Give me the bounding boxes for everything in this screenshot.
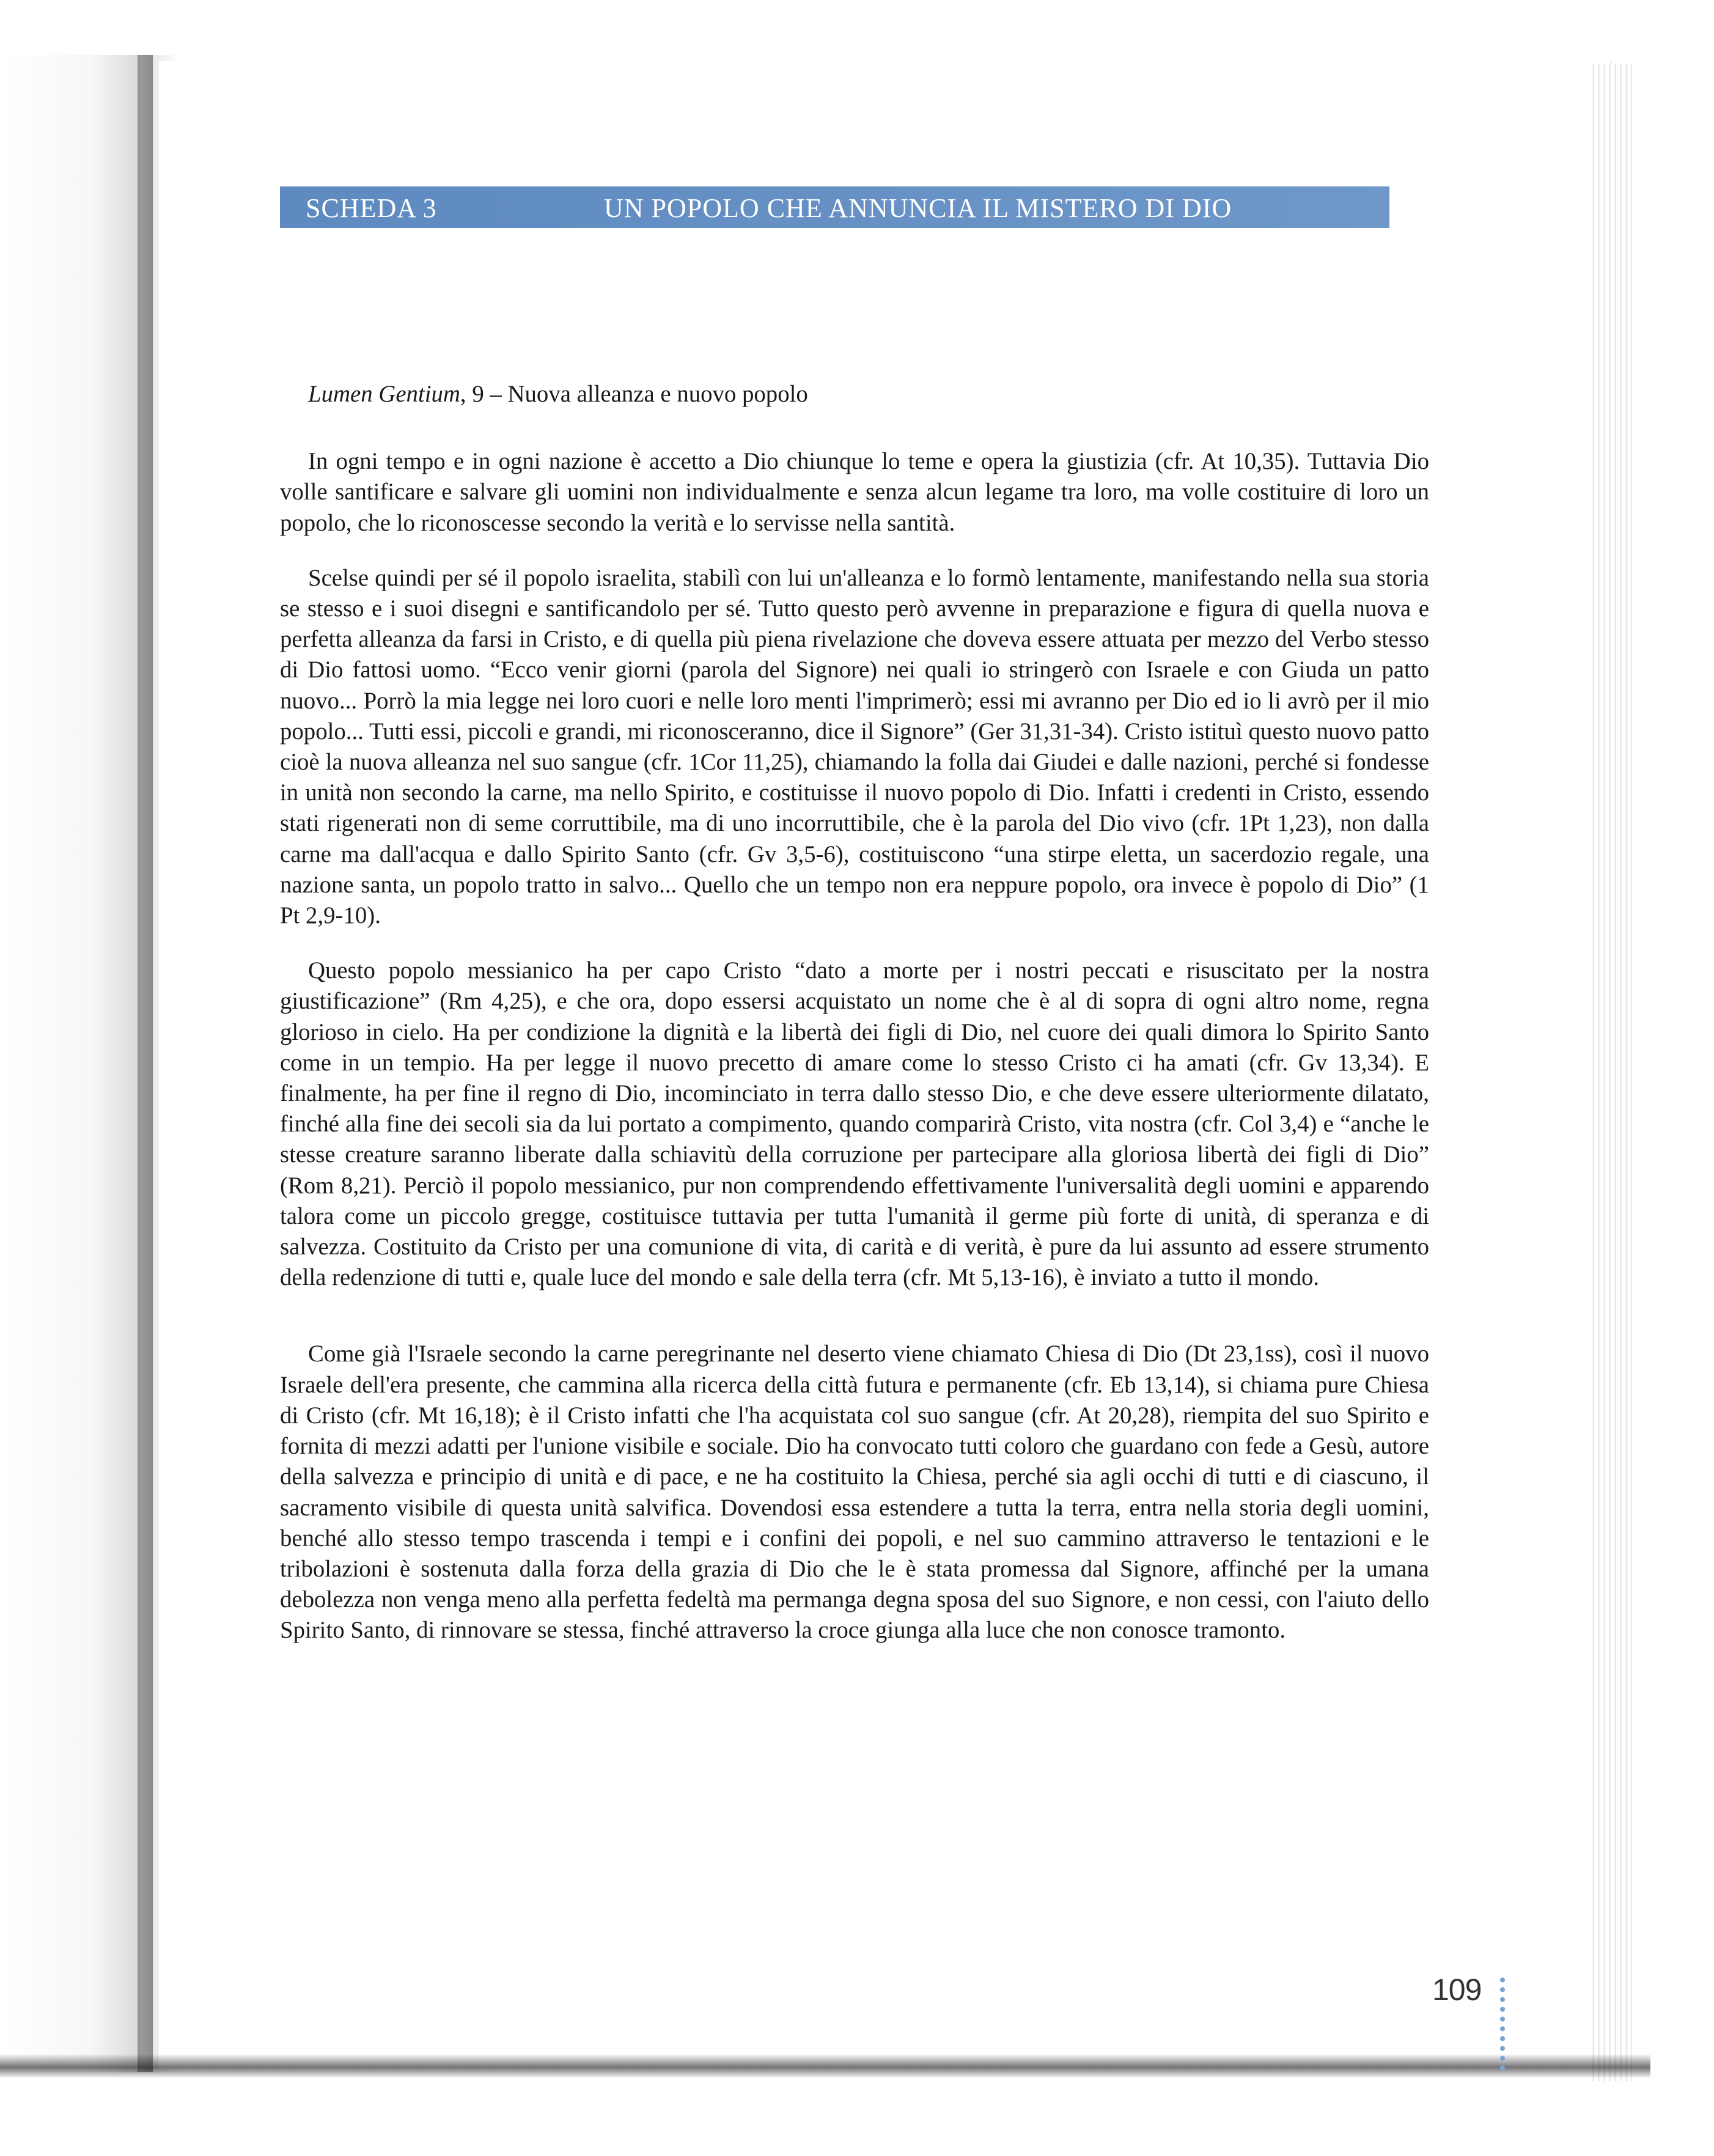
- page-number: 109: [1432, 1973, 1482, 2007]
- section-header-band: [280, 186, 1389, 228]
- folio-dots-ornament: [1500, 1978, 1507, 2075]
- source-reference: , 9 – Nuova alleanza e nuovo popolo: [460, 381, 808, 407]
- section-title: UN POPOLO CHE ANNUNCIA IL MISTERO DI DIO: [604, 193, 1232, 223]
- source-title: Lumen Gentium: [308, 381, 460, 407]
- page-bottom-shadow: [0, 2054, 1650, 2078]
- paragraph: Questo popolo messianico ha per capo Cristo “dato a morte per i nostri peccati e risuscitato per la nostra giustificazione” (Rm 4,25), e che ora, dopo essersi acquistato un nome che è al di sopra di ogni altro nome, regna glorioso in cielo. Ha per condizione la dignità e la libertà dei figli di Dio, nel cuore dei quali dimora lo Spirito Santo come in un tempio. Ha per legge il nuovo precetto di amare come lo stesso Cristo ci ha amati (cfr. Gv 13,34). E finalmente, ha per fine il regno di Dio, incominciato in terra dallo stesso Dio, e che deve essere ulteriormente dilatato, finché alla fine dei secoli sia da lui portato a compimento, quando comparirà Cristo, vita nostra (cfr. Col 3,4) e “anche le stesse creature saranno liberate dalla schiavitù della corruzione per partecipare alla gloriosa libertà dei figli di Dio” (Rom 8,21). Perciò il popolo messianico, pur non comprendendo effettivamente l'universalità degli uomini e apparendo talora come un piccolo gregge, costituisce tuttavia per tutta l'umanità il germe più forte di unità, di speranza e di salvezza. Costituito da Cristo per una comunione di vita, di carità e di verità, è pure da lui assunto ad essere strumento della redenzione di tutti e, quale luce del mondo e sale della terra (cfr. Mt 5,13-16), è inviato a tutto il mondo.: [280, 957, 1429, 1291]
- scheda-label: SCHEDA 3: [306, 193, 437, 223]
- paragraph: In ogni tempo e in ogni nazione è accetto a Dio chiunque lo teme e opera la giustizia (cfr. At 10,35). Tuttavia Dio volle santificare e salvare gli uomini non individualmente e senza alcun legame tra loro, ma volle costituire di loro un popolo, che lo riconoscesse secondo la verità e lo servisse nella santità.: [280, 448, 1429, 536]
- document-subtitle: [308, 379, 1429, 410]
- body-text: [280, 379, 1429, 1671]
- paragraph: Scelse quindi per sé il popolo israelita, stabilì con lui un'alleanza e lo formò lentamente, manifestando nella sua storia se stesso e i suoi disegni e santificandolo per sé. Tutto questo però avvenne in preparazione e figura di quella nuova e perfetta alleanza da farsi in Cristo, e di quella più piena rivelazione che doveva essere attuata per mezzo del Verbo stesso di Dio fattosi uomo. “Ecco venir giorni (parola del Signore) nei quali io stringerò con Israele e con Giuda un patto nuovo... Porrò la mia legge nei loro cuori e nelle loro menti l'imprimerò; essi mi avranno per Dio ed io li avrò per il mio popolo... Tutti essi, piccoli e grandi, mi riconosceranno, dice il Signore” (Ger 31,31-34). Cristo istituì questo nuovo patto cioè la nuova alleanza nel suo sangue (cfr. 1Cor 11,25), chiamando la folla dai Giudei e dalle nazioni, perché si fondesse in unità non secondo la carne, ma nello Spirito, e costituisse il nuovo popolo di Dio. Infatti i credenti in Cristo, essendo stati rigenerati non di seme corruttibile, ma di uno incorruttibile, che è la parola del Dio vivo (cfr. 1Pt 1,23), non dalla carne ma dall'acqua e dallo Spirito Santo (cfr. Gv 3,5-6), costituiscono “una stirpe eletta, un sacerdozio regale, una nazione santa, un popolo tratto in salvo... Quello che un tempo non era neppure popolo, ora invece è popolo di Dio” (1 Pt 2,9-10).: [280, 564, 1429, 929]
- page-stack-edges: [1589, 64, 1632, 2081]
- facing-page-edge: [0, 55, 153, 2072]
- paragraph: Come già l'Israele secondo la carne peregrinante nel deserto viene chiamato Chiesa di Dio (Dt 23,1ss), così il nuovo Israele dell'era presente, che cammina alla ricerca della città futura e permanente (cfr. Eb 13,14), si chiama pure Chiesa di Cristo (cfr. Mt 16,18); è il Cristo infatti che l'ha acquistata col suo sangue (cfr. At 20,28), riempita del suo Spirito e fornita di mezzi adatti per l'unione visibile e sociale. Dio ha convocato tutti coloro che guardano con fede a Gesù, autore della salvezza e principio di unità e di pace, e ne ha costituito la Chiesa, perché sia agli occhi di tutti e di ciascuno, il sacramento visibile di questa unità salvifica. Dovendosi essa estendere a tutta la terra, entra nella storia degli uomini, benché allo stesso tempo trascenda i tempi e i confini dei popoli, e nel suo cammino attraverso le tentazioni e le tribolazioni è sostenuta dalla forza della grazia di Dio che le è stata promessa dal Signore, affinché per la umana debolezza non venga meno alla perfetta fedeltà ma permanga degna sposa del suo Signore, e non cessi, con l'aiuto dello Spirito Santo, di rinnovare se stessa, finché attraverso la croce giunga alla luce che non conosce tramonto.: [280, 1341, 1429, 1644]
- scan-top-margin: [0, 0, 1714, 58]
